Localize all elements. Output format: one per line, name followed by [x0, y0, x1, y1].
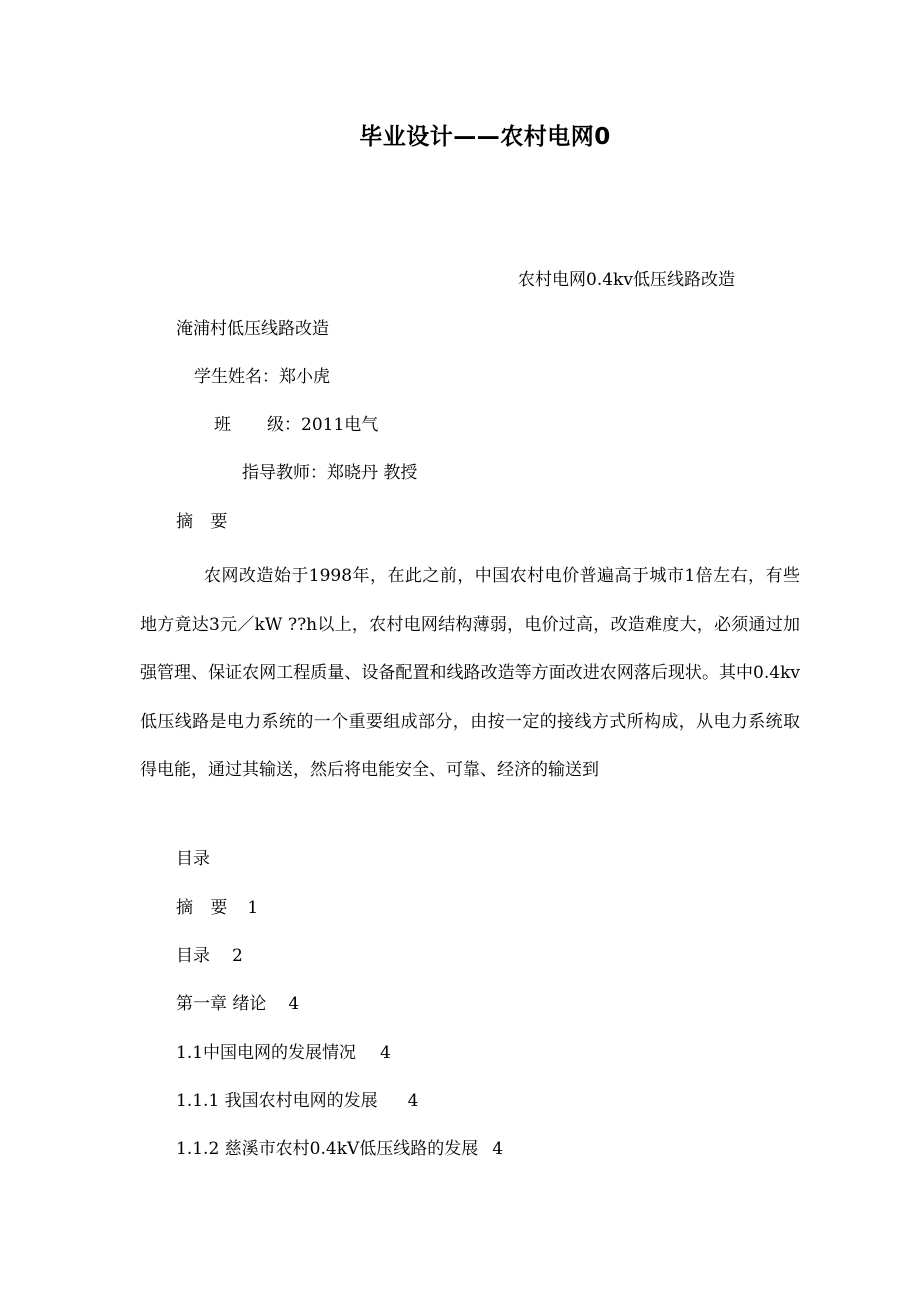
toc-heading: 目录: [176, 849, 210, 869]
document-subtitle: 农村电网0.4kv低压线路改造: [518, 270, 735, 290]
toc-item-page: 4: [407, 1091, 419, 1111]
toc-item-title: 摘 要: [176, 898, 234, 918]
toc-item-title: 1.1.2 慈溪市农村0.4kV低压线路的发展: [176, 1139, 479, 1159]
toc-item-title: 第一章 绪论: [176, 994, 267, 1014]
abstract-body: 农网改造始于1998年，在此之前，中国农村电价普遍高于城市1倍左右，有些地方竟达3元／kW ??h以上，农村电网结构薄弱，电价过高，改造难度大，必须通过加强管理、保证农网工程质量、设备配置和线路改造等方面改进农网落后现状。其中0.4kv低压线路是电力系统的一个重要组成部分，由按一定的接线方式所构成，从电力系统取得电能，通过其输送，然后将电能安全、可靠、经济的输送到: [140, 566, 800, 780]
toc-item-title: 目录: [176, 946, 210, 966]
toc-item: [176, 1089, 419, 1113]
student-name: 学生姓名：郑小虎: [194, 367, 330, 387]
toc-item-page: 1: [247, 898, 259, 918]
toc-item-page: 4: [380, 1043, 391, 1063]
toc-item-page: 4: [492, 1139, 504, 1159]
toc-item-title: 1.1.1 我国农村电网的发展: [176, 1091, 378, 1111]
class-label: 班: [214, 415, 231, 435]
class-value: 级：2011电气: [267, 415, 379, 435]
document-title: 毕业设计——农村电网0: [359, 124, 611, 150]
abstract-heading: 摘 要: [176, 512, 234, 532]
toc-item: [176, 896, 258, 920]
toc-item: [176, 1137, 503, 1161]
project-name: 淹浦村低压线路改造: [176, 319, 329, 339]
toc-item-title: 1.1中国电网的发展情况: [176, 1043, 357, 1063]
toc-item: [176, 944, 243, 968]
toc-item: [176, 992, 299, 1016]
toc-item: [176, 1041, 391, 1065]
advisor-name: 指导教师：郑晓丹 教授: [242, 463, 418, 483]
toc-item-page: 4: [288, 994, 300, 1014]
class-info: [214, 413, 378, 437]
toc-item-page: 2: [232, 946, 243, 966]
